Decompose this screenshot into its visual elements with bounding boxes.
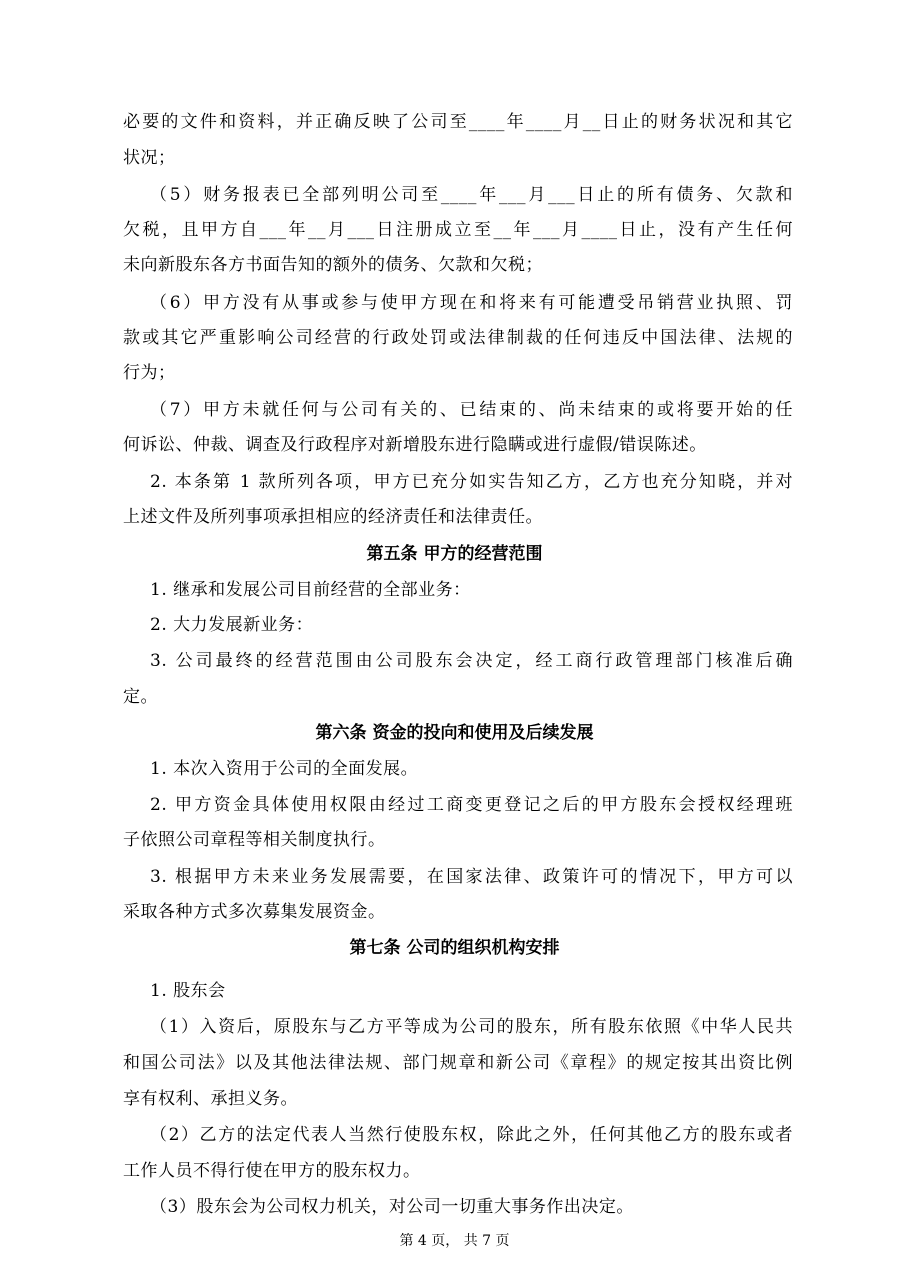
paragraph-line: 3. 根据甲方未来业务发展需要，在国家法律、政策许可的情况下，甲方可以 xyxy=(150,867,793,887)
paragraph-line: 子依照公司章程等相关制度执行。 xyxy=(123,830,386,850)
paragraph-line: （2）乙方的法定代表人当然行使股东权，除此之外，任何其他乙方的股东或者 xyxy=(150,1125,793,1145)
paragraph-line: 未向新股东各方书面告知的额外的债务、欠款和欠税； xyxy=(123,255,543,275)
paragraph-line: （7）甲方未就任何与公司有关的、已结束的、尚未结束的或将要开始的任 xyxy=(150,400,793,420)
paragraph-line: （1）入资后，原股东与乙方平等成为公司的股东，所有股东依照《中华人民共 xyxy=(150,1017,793,1037)
paragraph-line: （5）财务报表已全部列明公司至____年___月___日止的所有债务、欠款和 xyxy=(150,185,793,205)
list-item: 2. 大力发展新业务： xyxy=(150,615,314,635)
paragraph-line: 工作人员不得行使在甲方的股东权力。 xyxy=(123,1161,421,1181)
paragraph-line: （6）甲方没有从事或参与使甲方现在和将来有可能遭受吊销营业执照、罚 xyxy=(150,293,793,313)
paragraph-line: 行为； xyxy=(123,363,176,383)
section-heading: 第五条 甲方的经营范围 xyxy=(366,544,543,564)
paragraph-line: 定。 xyxy=(123,687,158,707)
section-heading: 第六条 资金的投向和使用及后续发展 xyxy=(315,723,594,743)
paragraph-line: 1. 本次入资用于公司的全面发展。 xyxy=(150,759,419,779)
list-item: 3. 公司最终的经营范围由公司股东会决定，经工商行政管理部门核准后确 xyxy=(150,651,793,671)
paragraph-line: 上述文件及所列事项承担相应的经济责任和法律责任。 xyxy=(123,507,543,527)
paragraph-line: （3）股东会为公司权力机关，对公司一切重大事务作出决定。 xyxy=(150,1197,634,1217)
paragraph-line: 享有权利、承担义务。 xyxy=(123,1089,298,1109)
paragraph-line: 何诉讼、仲裁、调查及行政程序对新增股东进行隐瞒或进行虚假/错误陈述。 xyxy=(123,435,707,455)
paragraph-line: 采取各种方式多次募集发展资金。 xyxy=(123,902,386,922)
page-footer: 第 4 页， 共 7 页 xyxy=(399,1233,510,1249)
paragraph-line: 款或其它严重影响公司经营的行政处罚或法律制裁的任何违反中国法律、法规的 xyxy=(123,328,793,348)
paragraph-line: 欠税，且甲方自___年__月___日注册成立至__年___月____日止，没有产生任何 xyxy=(123,220,793,240)
paragraph-line: 和国公司法》以及其他法律法规、部门规章和新公司《章程》的规定按其出资比例 xyxy=(123,1053,793,1073)
paragraph-line: 状况； xyxy=(123,148,176,168)
section-heading: 第七条 公司的组织机构安排 xyxy=(349,938,560,958)
paragraph-line: 2. 甲方资金具体使用权限由经过工商变更登记之后的甲方股东会授权经理班 xyxy=(150,795,793,815)
paragraph-line: 必要的文件和资料，并正确反映了公司至____年____月__日止的财务状况和其它 xyxy=(123,112,793,132)
list-item: 1. 继承和发展公司目前经营的全部业务： xyxy=(150,580,471,600)
paragraph-line: 2. 本条第 1 款所列各项，甲方已充分如实告知乙方，乙方也充分知晓，并对 xyxy=(150,472,793,492)
paragraph-line: 1. 股东会 xyxy=(150,981,226,1001)
